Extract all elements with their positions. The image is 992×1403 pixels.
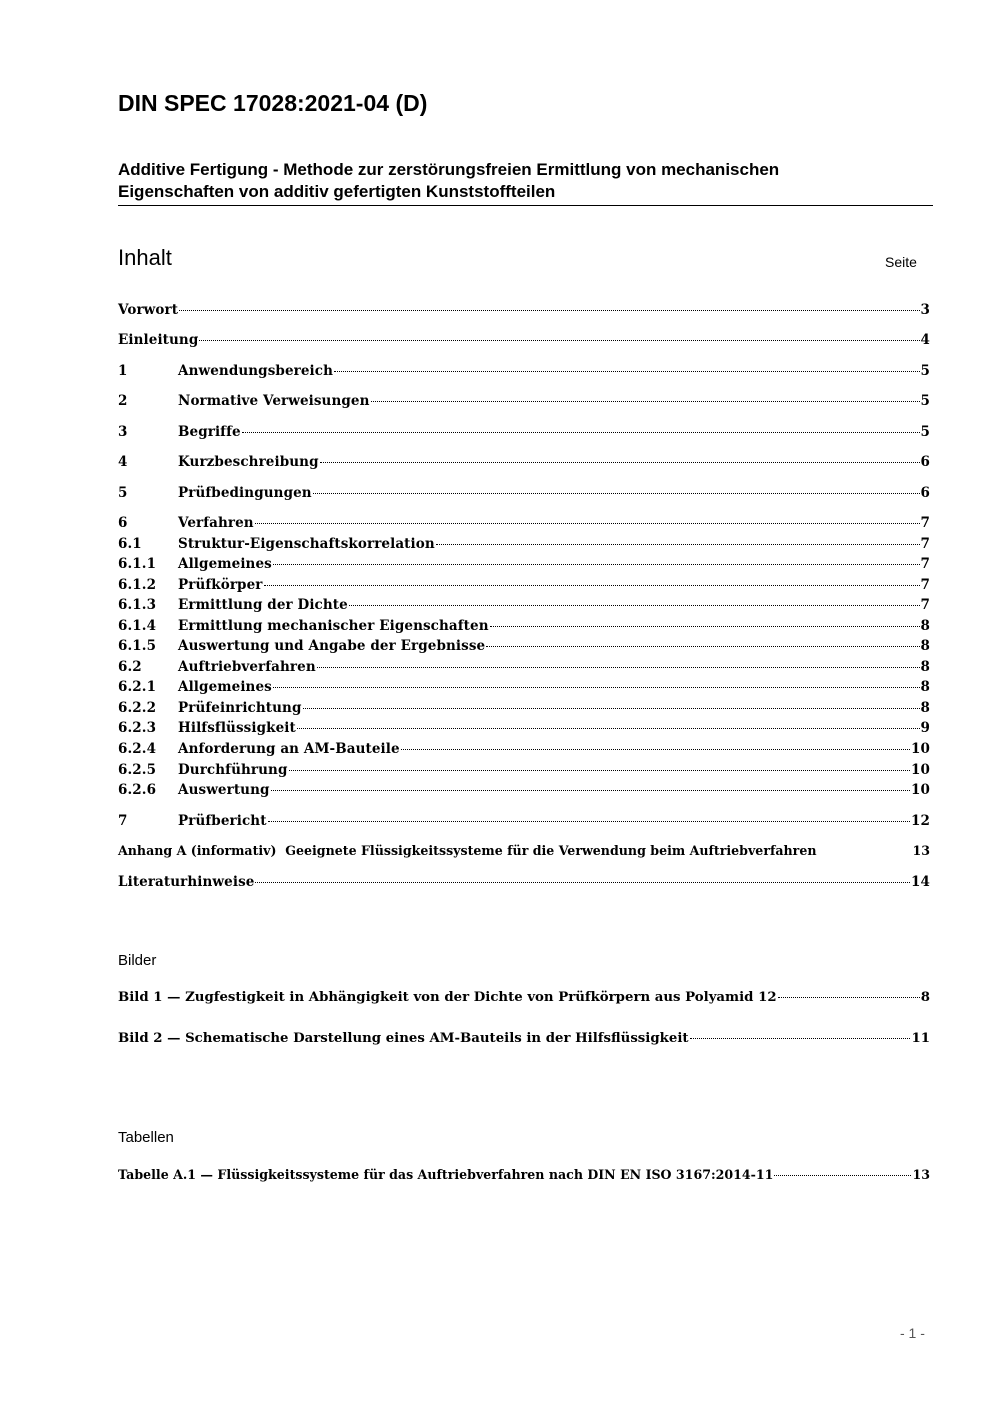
toc-entry-title: Anforderung an AM-Bauteile bbox=[178, 741, 400, 757]
toc-entry-number: 6.1.3 bbox=[118, 597, 157, 613]
toc-entry-page: 9 bbox=[920, 720, 930, 736]
toc-leader-dots bbox=[264, 585, 920, 586]
toc-entry[interactable] bbox=[118, 424, 930, 444]
toc-entry-page: 7 bbox=[920, 515, 930, 531]
toc-entry-number: 2 bbox=[118, 393, 128, 409]
toc-leader-dots bbox=[317, 667, 920, 668]
figure-entry-title: Bild 2 — Schematische Darstellung eines AM-Bauteils in der Hilfsflüssigkeit bbox=[118, 1031, 689, 1046]
toc-entry-page: 10 bbox=[911, 741, 930, 757]
toc-leader-dots bbox=[242, 432, 920, 433]
toc-entry-title: Allgemeines bbox=[178, 679, 272, 695]
toc-entry-page: 5 bbox=[920, 363, 930, 379]
toc-entry-title: Kurzbeschreibung bbox=[178, 454, 319, 470]
toc-entry-title: Auftriebverfahren bbox=[178, 659, 316, 675]
toc-entry-title: Ermittlung der Dichte bbox=[178, 597, 348, 613]
toc-entry-page: 6 bbox=[920, 454, 930, 470]
toc-entry-number: 6.2.2 bbox=[118, 700, 157, 716]
toc-entry-page: 4 bbox=[920, 332, 930, 348]
toc-entry-page: 8 bbox=[920, 638, 930, 654]
toc-entry[interactable] bbox=[118, 843, 930, 863]
toc-entry-page: 7 bbox=[920, 556, 930, 572]
toc-entry-title: Anhang A (informativ) Geeignete Flüssigkeitssysteme für die Verwendung beim Auftriebverfahren bbox=[118, 843, 817, 858]
toc-leader-dots bbox=[436, 544, 920, 545]
figure-entry[interactable] bbox=[118, 1031, 930, 1051]
toc-entry-title: Auswertung und Angabe der Ergebnisse bbox=[178, 638, 486, 654]
toc-entry-number: 6.2.4 bbox=[118, 741, 157, 757]
toc-entry-number: 6.1 bbox=[118, 536, 142, 552]
toc-entry-number: 7 bbox=[118, 813, 128, 829]
toc-entry-title: Vorwort bbox=[118, 302, 179, 318]
figure-entry-page: 8 bbox=[920, 990, 930, 1005]
toc-entry-title: Ermittlung mechanischer Eigenschaften bbox=[178, 618, 489, 634]
subtitle-line-2: Eigenschaften von additiv gefertigten Kunststoffteilen bbox=[118, 182, 556, 201]
toc-entry-number: 6.2.5 bbox=[118, 762, 157, 778]
toc-entry[interactable] bbox=[118, 638, 930, 658]
toc-entry-page: 3 bbox=[920, 302, 930, 318]
document-id: DIN SPEC 17028:2021-04 (D) bbox=[118, 90, 428, 116]
toc-entry-page: 7 bbox=[920, 536, 930, 552]
toc-entry[interactable] bbox=[118, 762, 930, 782]
toc-leader-dots bbox=[774, 1175, 911, 1176]
toc-leader-dots bbox=[690, 1038, 911, 1039]
toc-entry-page: 8 bbox=[920, 700, 930, 716]
toc-entry[interactable] bbox=[118, 659, 930, 679]
toc-leader-dots bbox=[273, 564, 920, 565]
toc-entry-number: 6 bbox=[118, 515, 128, 531]
toc-entry-page: 8 bbox=[920, 659, 930, 675]
toc-entry-title: Prüfkörper bbox=[178, 577, 263, 593]
toc-entry-page: 5 bbox=[920, 424, 930, 440]
toc-entry-title: Einleitung bbox=[118, 332, 199, 348]
toc-leader-dots bbox=[289, 770, 911, 771]
toc-entry[interactable] bbox=[118, 874, 930, 894]
toc-entry-number: 6.2.6 bbox=[118, 782, 157, 798]
toc-entry[interactable] bbox=[118, 332, 930, 352]
toc-page-label: Seite bbox=[885, 254, 917, 270]
toc-entry-page: 12 bbox=[911, 813, 930, 829]
table-entry[interactable] bbox=[118, 1167, 930, 1187]
toc-leader-dots bbox=[490, 626, 920, 627]
toc-entry-title: Struktur-Eigenschaftskorrelation bbox=[178, 536, 435, 552]
toc-entry-page: 8 bbox=[920, 679, 930, 695]
toc-entry-page: 10 bbox=[911, 782, 930, 798]
toc-entry-page: 10 bbox=[911, 762, 930, 778]
toc-entry[interactable] bbox=[118, 782, 930, 802]
toc-entry[interactable] bbox=[118, 813, 930, 833]
toc-leader-dots bbox=[271, 790, 910, 791]
toc-leader-dots bbox=[334, 371, 919, 372]
toc-entry-page: 6 bbox=[920, 485, 930, 501]
toc-entry-page: 5 bbox=[920, 393, 930, 409]
document-subtitle bbox=[118, 159, 933, 206]
toc-entry-title: Durchführung bbox=[178, 762, 288, 778]
toc-entry[interactable] bbox=[118, 700, 930, 720]
toc-entry-title: Normative Verweisungen bbox=[178, 393, 370, 409]
toc-entry-title: Prüfbericht bbox=[178, 813, 267, 829]
toc-leader-dots bbox=[303, 708, 920, 709]
toc-entry-title: Allgemeines bbox=[178, 556, 272, 572]
toc-entry-title: Verfahren bbox=[178, 515, 254, 531]
toc-entry-page: 7 bbox=[920, 577, 930, 593]
toc-leader-dots bbox=[778, 997, 920, 998]
toc-entry[interactable] bbox=[118, 302, 930, 322]
toc-entry[interactable] bbox=[118, 577, 930, 597]
toc-entry[interactable] bbox=[118, 536, 930, 556]
toc-entry[interactable] bbox=[118, 485, 930, 505]
toc-entry[interactable] bbox=[118, 741, 930, 761]
figure-entry-title: Bild 1 — Zugfestigkeit in Abhängigkeit von der Dichte von Prüfkörpern aus Polyamid 12 bbox=[118, 990, 777, 1005]
toc-entry-title: Literaturhinweise bbox=[118, 874, 255, 890]
toc-leader-dots bbox=[273, 687, 920, 688]
toc-entry-title: Begriffe bbox=[178, 424, 241, 440]
toc-leader-dots bbox=[371, 401, 920, 402]
toc-leader-dots bbox=[255, 882, 910, 883]
toc-entry[interactable] bbox=[118, 618, 930, 638]
toc-leader-dots bbox=[255, 523, 920, 524]
toc-leader-dots bbox=[199, 340, 919, 341]
toc-entry-title: Prüfeinrichtung bbox=[178, 700, 302, 716]
toc-entry-number: 6.1.5 bbox=[118, 638, 157, 654]
toc-entry-page: 7 bbox=[920, 597, 930, 613]
toc-entry-page: 14 bbox=[911, 874, 930, 890]
toc-entry[interactable] bbox=[118, 556, 930, 576]
subtitle-line-1: Additive Fertigung - Methode zur zerstörungsfreien Ermittlung von mechanischen bbox=[118, 160, 780, 179]
table-entry-page: 13 bbox=[912, 1167, 930, 1182]
toc-entry-title: Prüfbedingungen bbox=[178, 485, 312, 501]
toc-entry-number: 6.2 bbox=[118, 659, 142, 675]
figure-entry-page: 11 bbox=[911, 1031, 930, 1046]
toc-entry-title: Auswertung bbox=[178, 782, 270, 798]
toc-entry-number: 1 bbox=[118, 363, 128, 379]
toc-leader-dots bbox=[297, 728, 920, 729]
toc-leader-dots bbox=[179, 310, 919, 311]
figures-heading: Bilder bbox=[118, 952, 157, 969]
toc-leader-dots bbox=[349, 605, 920, 606]
toc-entry-number: 3 bbox=[118, 424, 128, 440]
toc-leader-dots bbox=[486, 646, 919, 647]
page-number: - 1 - bbox=[900, 1325, 925, 1341]
toc-leader-dots bbox=[268, 821, 910, 822]
toc-entry-number: 6.2.1 bbox=[118, 679, 157, 695]
toc-entry[interactable] bbox=[118, 363, 930, 383]
toc-entry-number: 6.1.4 bbox=[118, 618, 157, 634]
toc-entry[interactable] bbox=[118, 393, 930, 413]
tables-heading: Tabellen bbox=[118, 1129, 174, 1146]
toc-entry-title: Hilfsflüssigkeit bbox=[178, 720, 296, 736]
toc-heading: Inhalt bbox=[118, 245, 172, 270]
toc-leader-dots bbox=[313, 493, 920, 494]
toc-entry-number: 6.1.2 bbox=[118, 577, 157, 593]
toc-entry-number: 4 bbox=[118, 454, 128, 470]
toc-entry-page: 13 bbox=[912, 843, 930, 858]
toc-entry[interactable] bbox=[118, 720, 930, 740]
toc-entry[interactable] bbox=[118, 597, 930, 617]
toc-entry[interactable] bbox=[118, 515, 930, 535]
toc-entry[interactable] bbox=[118, 679, 930, 699]
figure-entry[interactable] bbox=[118, 990, 930, 1010]
toc-entry-number: 6.2.3 bbox=[118, 720, 157, 736]
toc-entry-page: 8 bbox=[920, 618, 930, 634]
toc-entry-number: 6.1.1 bbox=[118, 556, 157, 572]
toc-leader-dots bbox=[320, 462, 920, 463]
toc-entry[interactable] bbox=[118, 454, 930, 474]
toc-leader-dots bbox=[401, 749, 910, 750]
toc-entry-number: 5 bbox=[118, 485, 128, 501]
toc-entry-title: Anwendungsbereich bbox=[178, 363, 334, 379]
table-entry-title: Tabelle A.1 — Flüssigkeitssysteme für das Auftriebverfahren nach DIN EN ISO 3167:2014-11 bbox=[118, 1167, 774, 1182]
